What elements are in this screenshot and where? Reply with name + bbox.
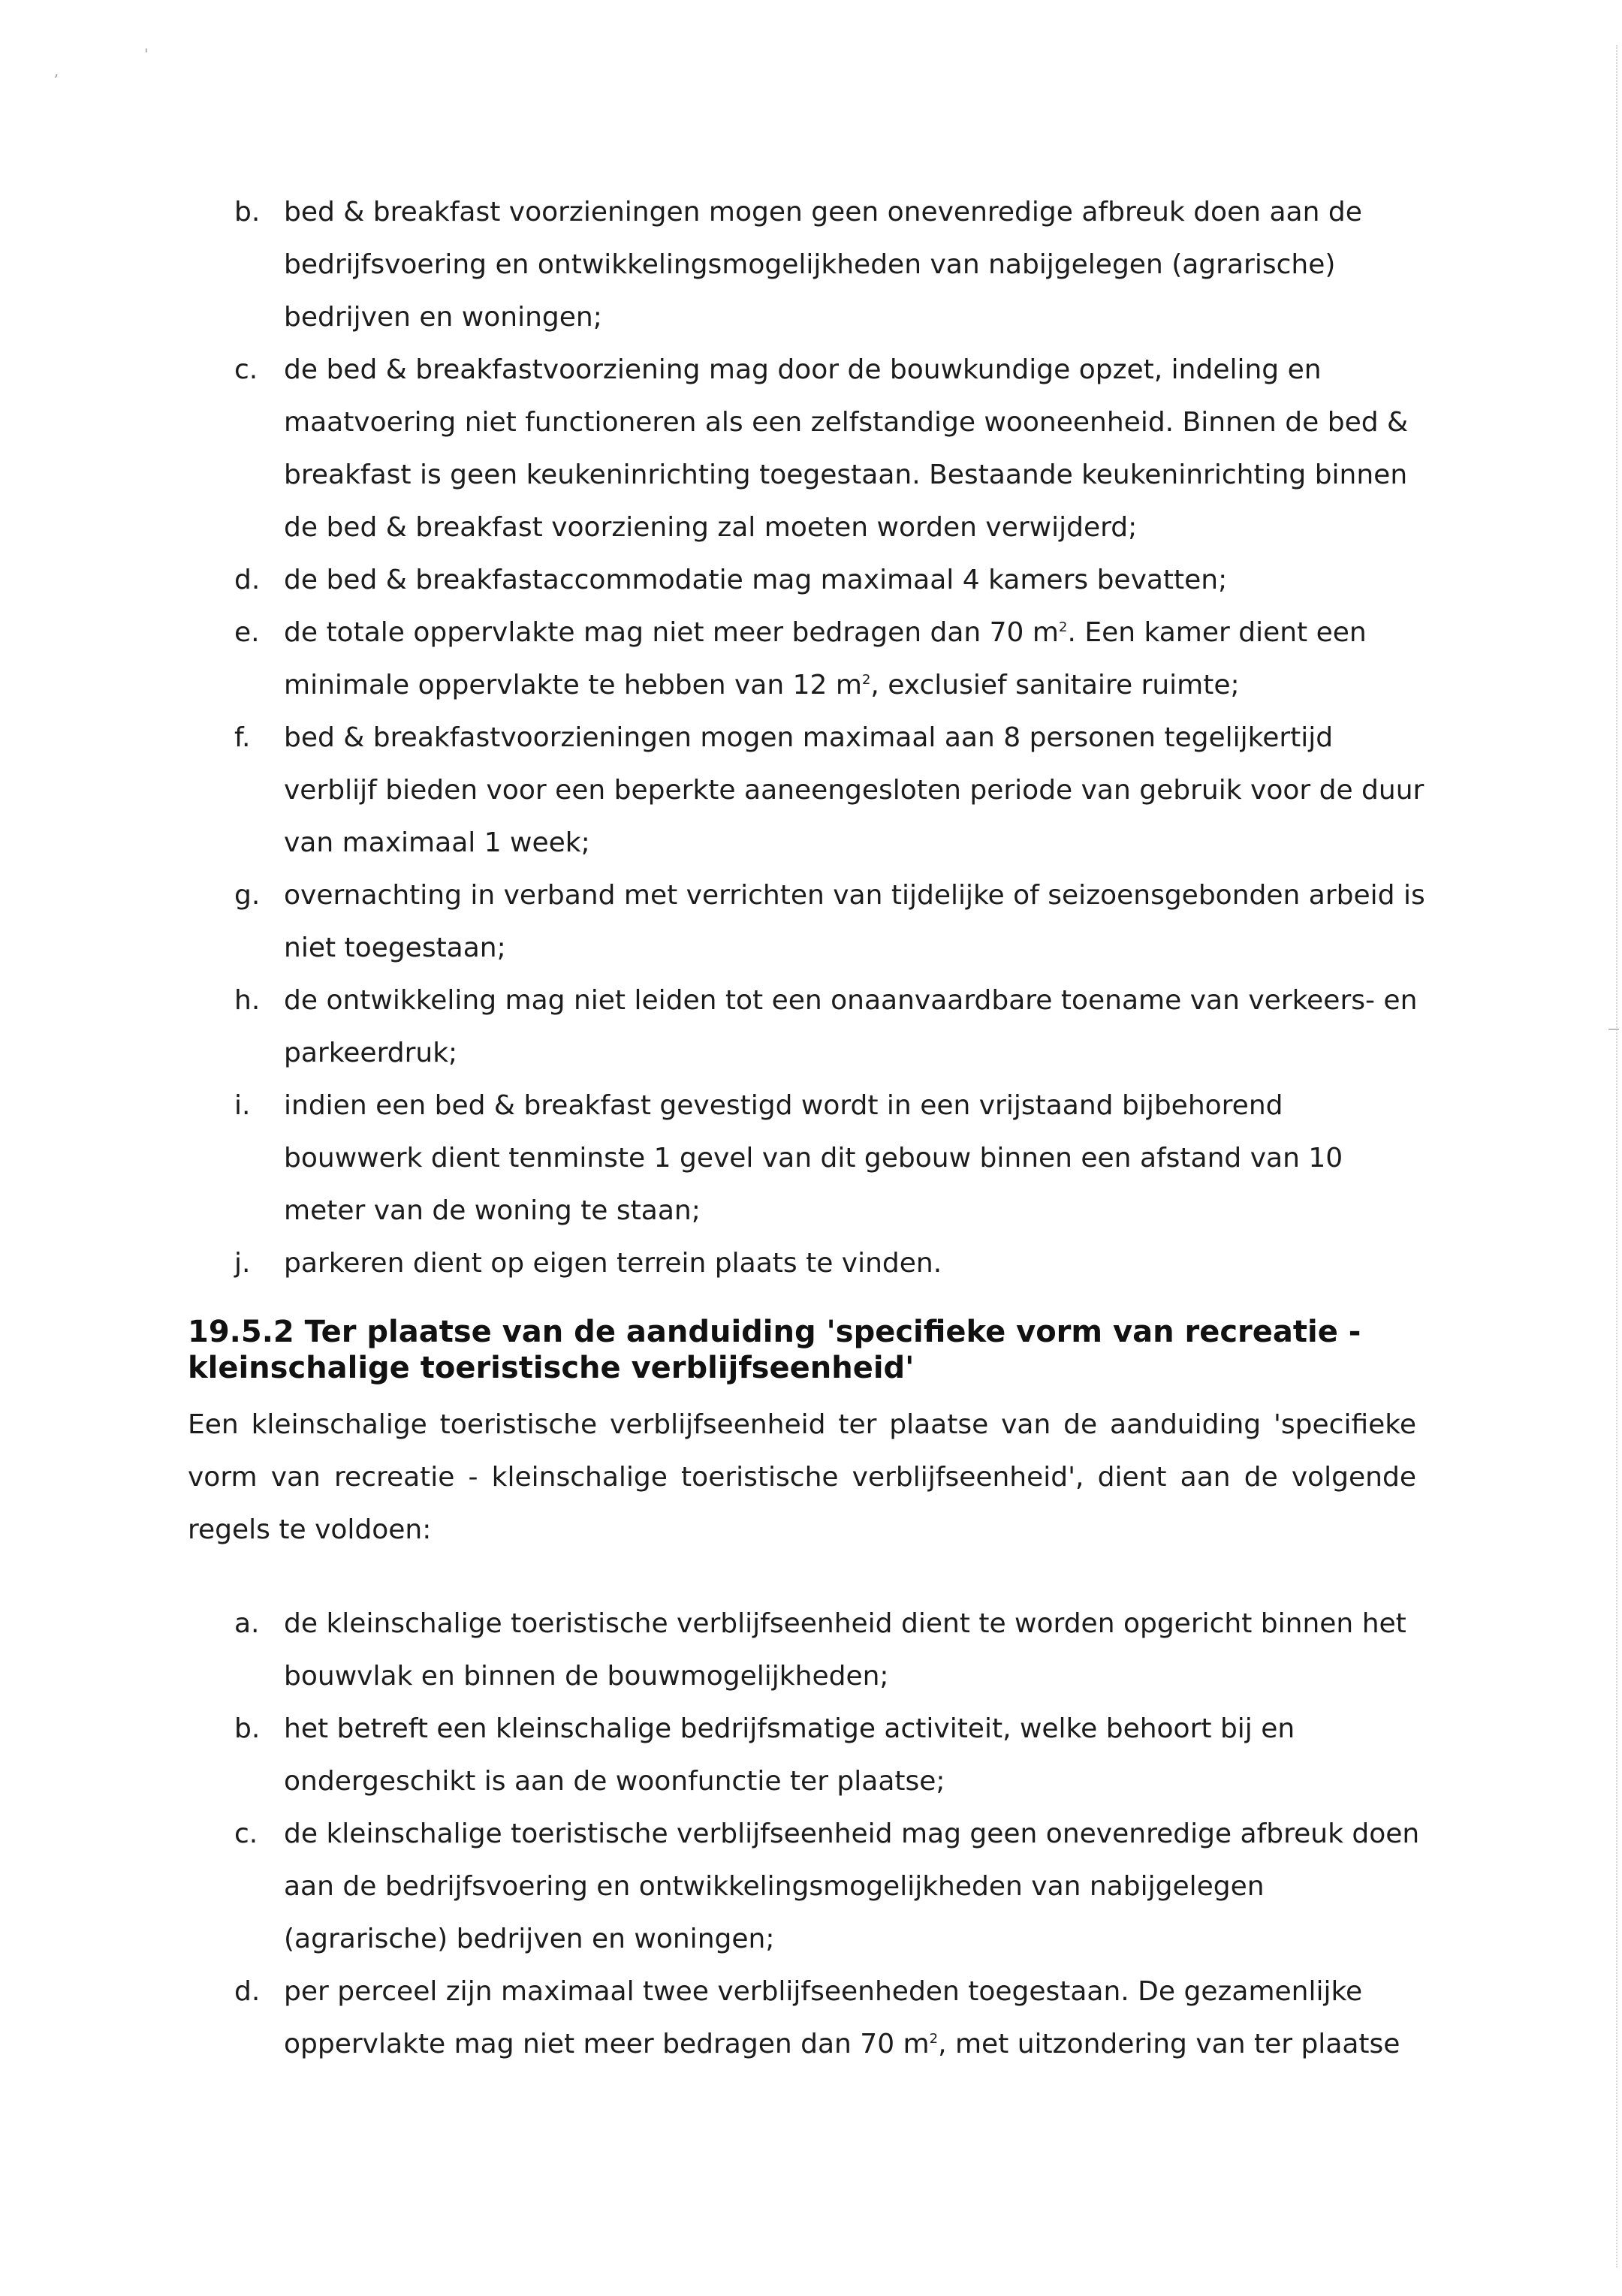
list-item-letter: g.: [234, 880, 261, 911]
superscript: 2: [929, 2031, 939, 2047]
list-item: [0, 186, 1622, 344]
list-item-letter: c.: [234, 1818, 258, 1849]
list-item: [0, 607, 1622, 712]
list-item-letter: j.: [234, 1248, 251, 1279]
list-item: [0, 975, 1622, 1080]
list-item: [0, 344, 1622, 554]
superscript: 2: [861, 672, 871, 688]
list-item-letter: b.: [234, 1713, 261, 1744]
list-item-letter: i.: [234, 1090, 251, 1121]
scan-mark: ': [144, 45, 149, 63]
list-item: [0, 1080, 1622, 1237]
list-item-letter: b.: [234, 197, 261, 227]
list-item: [0, 1808, 1622, 1966]
list-item-text: [284, 1976, 1400, 2059]
bed-and-breakfast-rules-list: [0, 186, 1622, 1290]
list-item: [0, 869, 1622, 975]
list-item-text: de kleinschalige toeristische verblijfseenheid dient te worden opgericht binnen het bouwvlak en binnen de bouwmogelijkheden;: [284, 1608, 1406, 1692]
text-run: . Een kamer dient een minimale oppervlakte te hebben van 12 m: [284, 617, 1367, 701]
list-item-letter: h.: [234, 985, 261, 1016]
list-item: [0, 712, 1622, 869]
list-item-text: de kleinschalige toeristische verblijfseenheid mag geen onevenredige afbreuk doen aan de bedrijfsvoering en ontwikkelingsmogelijkheden van nabijgelegen (agrarische) bedrijven en woningen;: [284, 1818, 1420, 1954]
list-item-letter: c.: [234, 354, 258, 385]
list-item-text: bed & breakfastvoorzieningen mogen maximaal aan 8 personen tegelijkertijd verblijf bieden voor een beperkte aaneengesloten periode van gebruik voor de duur van maximaal 1 week;: [284, 722, 1425, 858]
list-item-text: overnachting in verband met verrichten van tijdelijke of seizoensgebonden arbeid is niet toegestaan;: [284, 880, 1425, 963]
section-intro-paragraph: Een kleinschalige toeristische verblijfseenheid ter plaatse van de aanduiding 'specifieke vorm van recreatie - kleinschalige toeristische verblijfseenheid', dient aan de volgende regels te voldoen:: [188, 1409, 1416, 1545]
list-item-letter: e.: [234, 617, 260, 648]
list-item: [0, 1703, 1622, 1808]
list-item-text: [284, 617, 1367, 701]
list-item-letter: d.: [234, 1976, 261, 2007]
list-item: [0, 1598, 1622, 1703]
list-item-letter: a.: [234, 1608, 260, 1639]
scan-mark: ,: [54, 62, 59, 80]
list-item: [0, 1966, 1622, 2071]
list-item-text: de bed & breakfastaccommodatie mag maximaal 4 kamers bevatten;: [284, 565, 1228, 595]
section-heading: 19.5.2 Ter plaatse van de aanduiding 'specifieke vorm van recreatie - kleinschalige toeristische verblijfseenheid': [188, 1315, 1361, 1385]
superscript: 2: [1058, 619, 1068, 635]
text-run: per perceel zijn maximaal twee verblijfseenheden toegestaan. De gezamenlijke oppervlakte mag niet meer bedragen dan 70 m: [284, 1976, 1363, 2059]
text-run: , met uitzondering van ter plaatse: [938, 2029, 1400, 2059]
list-item: [0, 1237, 1622, 1290]
list-item-text: de ontwikkeling mag niet leiden tot een onaanvaardbare toename van verkeers- en parkeerdruk;: [284, 985, 1418, 1068]
tourist-unit-rules-list: [0, 1598, 1622, 2071]
text-run: de totale oppervlakte mag niet meer bedragen dan 70 m: [284, 617, 1059, 648]
list-item-letter: d.: [234, 565, 261, 595]
list-item-text: het betreft een kleinschalige bedrijfsmatige activiteit, welke behoort bij en ondergeschikt is aan de woonfunctie ter plaatse;: [284, 1713, 1295, 1797]
list-item-text: de bed & breakfastvoorziening mag door de bouwkundige opzet, indeling en maatvoering niet functioneren als een zelfstandige wooneenheid. Binnen de bed & breakfast is geen keukeninrichting toegestaan. Bestaande keukeninrichting binnen de bed & breakfast voorziening zal moeten worden verwijderd;: [284, 354, 1409, 543]
list-item-text: parkeren dient op eigen terrein plaats te vinden.: [284, 1248, 942, 1279]
list-item-letter: f.: [234, 722, 251, 753]
list-item: [0, 554, 1622, 607]
list-item-text: bed & breakfast voorzieningen mogen geen onevenredige afbreuk doen aan de bedrijfsvoering en ontwikkelingsmogelijkheden van nabijgelegen (agrarische) bedrijven en woningen;: [284, 197, 1362, 333]
list-item-text: indien een bed & breakfast gevestigd wordt in een vrijstaand bijbehorend bouwwerk dient tenminste 1 gevel van dit gebouw binnen een afstand van 10 meter van de woning te staan;: [284, 1090, 1343, 1226]
text-run: , exclusief sanitaire ruimte;: [870, 670, 1240, 701]
